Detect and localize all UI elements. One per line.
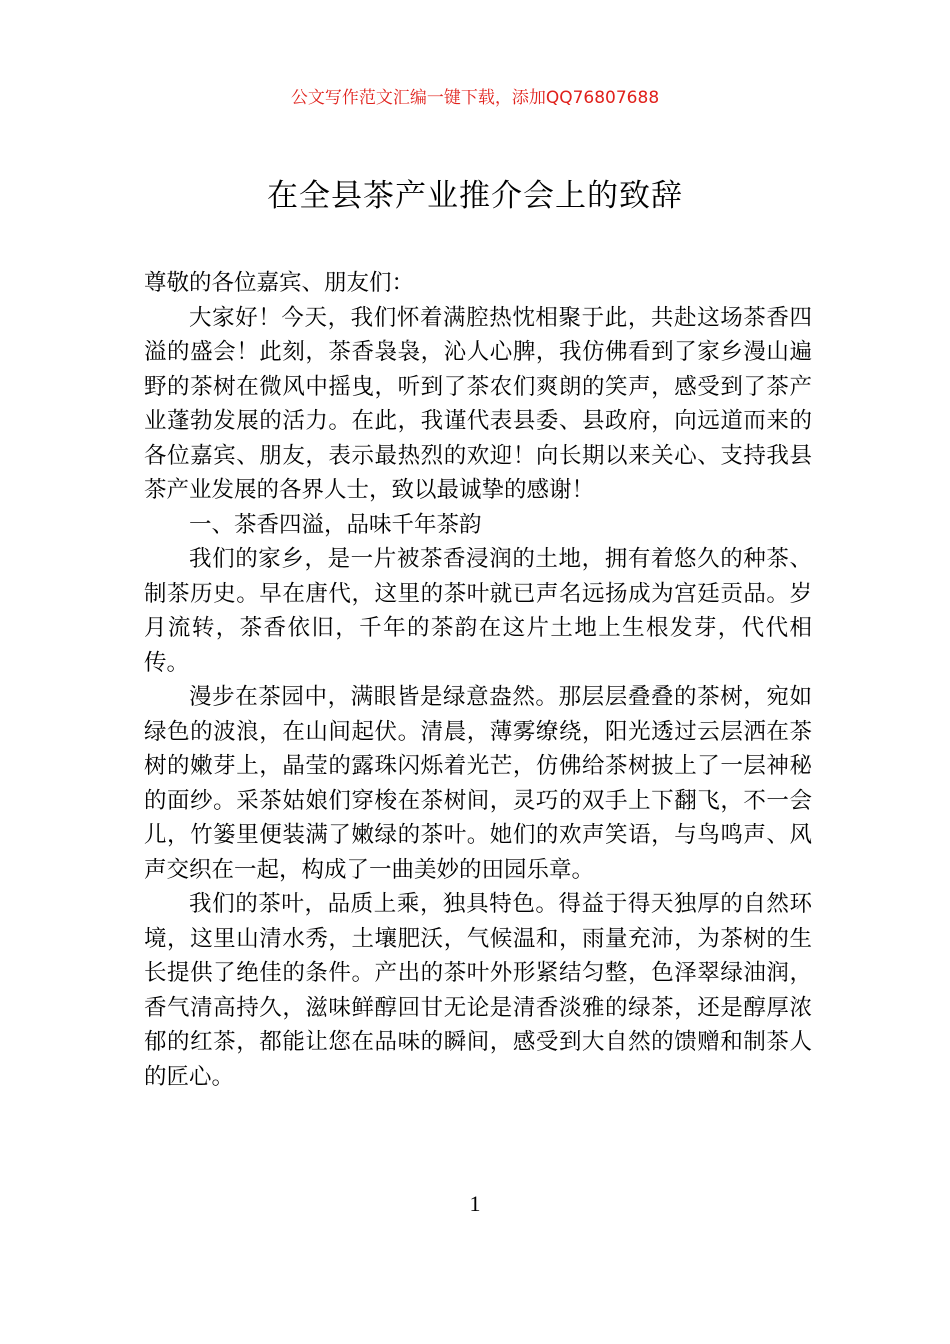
document-title: 在全县茶产业推介会上的致辞 — [267, 178, 683, 214]
paragraph-tea-quality: 我们的茶叶，品质上乘，独具特色。得益于得天独厚的自然环境，这里山清水秀，土壤肥沃，气候温和，雨量充沛，为茶树的生长提供了绝佳的条件。产出的茶叶外形紧结匀整，色泽翠绿油润，香气清高持久，滋味鲜醇回甘无论是清香淡雅的绿茶，还是醇厚浓郁的红茶，都能让您在品味的瞬间，感受到大自然的馈赠和制茶人的匠心。 — [144, 891, 812, 1090]
download-banner: 公文写作范文汇编一键下载，添加QQ76807688 — [290, 88, 660, 108]
page-number: 1 — [469, 1191, 481, 1216]
section-heading-1: 一、茶香四溢，品味千年茶韵 — [189, 511, 482, 538]
document-body — [144, 266, 812, 1094]
paragraph-history: 我们的家乡，是一片被茶香浸润的土地，拥有着悠久的种茶、制茶历史。早在唐代，这里的茶叶就已声名远扬成为宫廷贡品。岁月流转，茶香依旧，千年的茶韵在这片土地上生根发芽，代代相传。 — [144, 546, 812, 676]
paragraph-welcome: 大家好！今天，我们怀着满腔热忱相聚于此，共赴这场茶香四溢的盛会！此刻，茶香袅袅，沁人心脾，我仿佛看到了家乡漫山遍野的茶树在微风中摇曳，听到了茶农们爽朗的笑声，感受到了茶产业蓬勃发展的活力。在此，我谨代表县委、县政府，向远道而来的各位嘉宾、朋友，表示最热烈的欢迎！向长期以来关心、支持我县茶产业发展的各界人士，致以最诚挚的感谢！ — [144, 304, 812, 503]
paragraph-tea-garden: 漫步在茶园中，满眼皆是绿意盎然。那层层叠叠的茶树，宛如绿色的波浪，在山间起伏。清晨，薄雾缭绕，阳光透过云层洒在茶树的嫩芽上，晶莹的露珠闪烁着光芒，仿佛给茶树披上了一层神秘的面纱。采茶姑娘们穿梭在茶树间，灵巧的双手上下翻飞，不一会儿，竹篓里便装满了嫩绿的茶叶。她们的欢声笑语，与鸟鸣声、风声交织在一起，构成了一曲美妙的田园乐章。 — [144, 684, 812, 883]
salutation: 尊敬的各位嘉宾、朋友们： — [144, 270, 415, 296]
